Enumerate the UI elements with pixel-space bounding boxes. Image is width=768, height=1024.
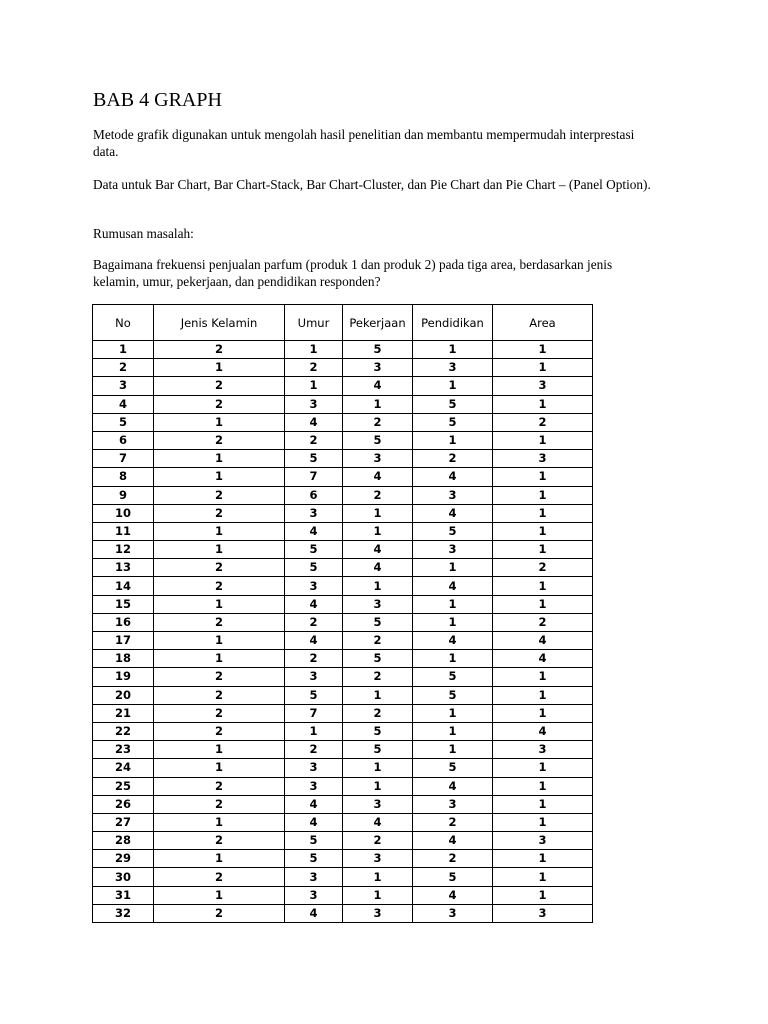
table-cell: 1	[154, 813, 285, 831]
table-cell: 19	[93, 668, 154, 686]
table-cell: 1	[154, 413, 285, 431]
table-cell: 4	[343, 377, 413, 395]
table-cell: 1	[493, 395, 593, 413]
table-cell: 26	[93, 795, 154, 813]
table-row	[93, 522, 593, 540]
table-row	[93, 395, 593, 413]
table-cell: 2	[154, 868, 285, 886]
column-header: Pekerjaan	[343, 305, 413, 341]
table-cell: 3	[343, 450, 413, 468]
table-cell: 3	[413, 359, 493, 377]
table-cell: 1	[493, 522, 593, 540]
table-cell: 1	[343, 395, 413, 413]
column-header: Jenis Kelamin	[154, 305, 285, 341]
table-cell: 2	[413, 813, 493, 831]
table-cell: 5	[285, 686, 343, 704]
table-cell: 1	[493, 704, 593, 722]
table-cell: 3	[285, 395, 343, 413]
table-cell: 4	[413, 632, 493, 650]
table-cell: 3	[493, 450, 593, 468]
table-cell: 1	[493, 868, 593, 886]
column-header: Pendidikan	[413, 305, 493, 341]
table-row	[93, 668, 593, 686]
table-cell: 1	[154, 886, 285, 904]
table-cell: 3	[413, 541, 493, 559]
table-cell: 2	[154, 686, 285, 704]
table-cell: 5	[285, 450, 343, 468]
table-row	[93, 741, 593, 759]
table-cell: 1	[493, 686, 593, 704]
table-cell: 1	[493, 359, 593, 377]
table-cell: 1	[154, 522, 285, 540]
table-cell: 1	[493, 595, 593, 613]
table-cell: 2	[154, 795, 285, 813]
table-cell: 3	[343, 595, 413, 613]
table-row	[93, 904, 593, 922]
table-cell: 1	[413, 613, 493, 631]
table-row	[93, 686, 593, 704]
table-cell: 13	[93, 559, 154, 577]
table-row	[93, 832, 593, 850]
table-row	[93, 704, 593, 722]
table-cell: 1	[154, 468, 285, 486]
table-cell: 4	[413, 504, 493, 522]
table-cell: 5	[413, 668, 493, 686]
table-cell: 1	[93, 341, 154, 359]
table-row	[93, 595, 593, 613]
table-cell: 3	[343, 904, 413, 922]
table-cell: 1	[343, 522, 413, 540]
table-cell: 5	[93, 413, 154, 431]
table-cell: 1	[154, 632, 285, 650]
table-cell: 4	[343, 813, 413, 831]
table-cell: 3	[413, 904, 493, 922]
table-cell: 7	[285, 704, 343, 722]
table-cell: 28	[93, 832, 154, 850]
table-cell: 5	[413, 759, 493, 777]
table-cell: 4	[343, 559, 413, 577]
table-cell: 1	[343, 759, 413, 777]
table-cell: 1	[493, 886, 593, 904]
table-cell: 1	[493, 486, 593, 504]
table-cell: 1	[154, 595, 285, 613]
table-cell: 5	[343, 613, 413, 631]
table-cell: 4	[343, 468, 413, 486]
table-cell: 2	[154, 431, 285, 449]
column-header: No	[93, 305, 154, 341]
table-cell: 1	[285, 341, 343, 359]
table-cell: 22	[93, 722, 154, 740]
table-cell: 1	[413, 431, 493, 449]
table-cell: 5	[285, 559, 343, 577]
table-row	[93, 559, 593, 577]
table-cell: 7	[285, 468, 343, 486]
table-cell: 31	[93, 886, 154, 904]
table-cell: 2	[154, 668, 285, 686]
table-cell: 1	[493, 577, 593, 595]
table-cell: 2	[343, 632, 413, 650]
table-cell: 2	[343, 413, 413, 431]
table-cell: 1	[493, 431, 593, 449]
table-row	[93, 541, 593, 559]
table-row	[93, 468, 593, 486]
table-cell: 5	[413, 686, 493, 704]
table-cell: 1	[413, 595, 493, 613]
table-cell: 2	[154, 832, 285, 850]
table-row	[93, 486, 593, 504]
table-cell: 1	[493, 850, 593, 868]
page-title: BAB 4 GRAPH	[93, 89, 222, 111]
table-cell: 4	[285, 522, 343, 540]
table-cell: 1	[493, 504, 593, 522]
table-cell: 32	[93, 904, 154, 922]
table-cell: 11	[93, 522, 154, 540]
table-row	[93, 450, 593, 468]
table-row	[93, 759, 593, 777]
table-cell: 1	[413, 377, 493, 395]
table-cell: 2	[493, 559, 593, 577]
table-cell: 2	[154, 613, 285, 631]
table-cell: 4	[343, 541, 413, 559]
table-cell: 4	[493, 722, 593, 740]
table-cell: 4	[285, 813, 343, 831]
table-cell: 1	[343, 886, 413, 904]
table-cell: 2	[413, 850, 493, 868]
table-cell: 1	[343, 777, 413, 795]
table-cell: 3	[285, 668, 343, 686]
table-cell: 3	[493, 741, 593, 759]
table-cell: 3	[413, 486, 493, 504]
table-cell: 1	[413, 722, 493, 740]
table-cell: 7	[93, 450, 154, 468]
table-row	[93, 613, 593, 631]
table-cell: 1	[154, 759, 285, 777]
table-cell: 3	[285, 504, 343, 522]
table-cell: 1	[343, 504, 413, 522]
table-cell: 2	[154, 559, 285, 577]
table-row	[93, 377, 593, 395]
table-cell: 27	[93, 813, 154, 831]
table-cell: 5	[343, 650, 413, 668]
table-cell: 10	[93, 504, 154, 522]
table-cell: 1	[343, 577, 413, 595]
table-cell: 1	[154, 450, 285, 468]
table-cell: 1	[154, 650, 285, 668]
table-cell: 3	[493, 904, 593, 922]
column-header: Area	[493, 305, 593, 341]
table-cell: 3	[285, 577, 343, 595]
table-row	[93, 850, 593, 868]
table-cell: 3	[343, 850, 413, 868]
data-description-paragraph: Data untuk Bar Chart, Bar Chart-Stack, Bar Chart-Cluster, dan Pie Chart dan Pie Chart – (Panel Option).	[93, 177, 651, 192]
table-cell: 3	[285, 777, 343, 795]
table-cell: 18	[93, 650, 154, 668]
table-cell: 5	[343, 431, 413, 449]
table-row	[93, 795, 593, 813]
table-cell: 4	[493, 632, 593, 650]
table-row	[93, 577, 593, 595]
table-cell: 5	[343, 722, 413, 740]
table-cell: 2	[154, 377, 285, 395]
table-cell: 1	[154, 741, 285, 759]
table-cell: 30	[93, 868, 154, 886]
table-cell: 29	[93, 850, 154, 868]
table-header-row	[93, 305, 593, 341]
table-row	[93, 341, 593, 359]
table-cell: 2	[154, 486, 285, 504]
table-cell: 1	[493, 468, 593, 486]
table-cell: 9	[93, 486, 154, 504]
table-cell: 2	[285, 650, 343, 668]
table-cell: 2	[154, 722, 285, 740]
column-header: Umur	[285, 305, 343, 341]
table-cell: 1	[413, 704, 493, 722]
table-cell: 23	[93, 741, 154, 759]
table-cell: 1	[285, 377, 343, 395]
table-cell: 6	[93, 431, 154, 449]
table-cell: 16	[93, 613, 154, 631]
table-cell: 1	[493, 668, 593, 686]
table-cell: 3	[413, 795, 493, 813]
table-cell: 4	[413, 468, 493, 486]
table-cell: 1	[493, 777, 593, 795]
table-cell: 2	[285, 359, 343, 377]
table-row	[93, 813, 593, 831]
table-cell: 1	[154, 359, 285, 377]
table-cell: 1	[493, 759, 593, 777]
table-cell: 2	[285, 613, 343, 631]
table-cell: 3	[343, 795, 413, 813]
table-cell: 2	[343, 668, 413, 686]
table-cell: 4	[93, 395, 154, 413]
table-cell: 4	[285, 904, 343, 922]
intro-paragraph: Metode grafik digunakan untuk mengolah hasil penelitian dan membantu mempermudah interpresta​si data.	[93, 127, 635, 159]
table-cell: 2	[154, 704, 285, 722]
table-row	[93, 777, 593, 795]
research-question: Bagaimana frekuensi penjualan parfum (produk 1 dan produk 2) pada tiga area, berdasarkan jenis kelamin, umur, pekerjaan, dan pendidikan responden?	[93, 257, 613, 289]
table-row	[93, 359, 593, 377]
table-cell: 1	[154, 541, 285, 559]
table-row	[93, 504, 593, 522]
table-cell: 5	[343, 741, 413, 759]
table-cell: 4	[413, 777, 493, 795]
table-cell: 2	[493, 413, 593, 431]
table-row	[93, 413, 593, 431]
table-cell: 1	[493, 541, 593, 559]
table-cell: 2	[154, 577, 285, 595]
table-cell: 5	[285, 832, 343, 850]
table-cell: 2	[154, 341, 285, 359]
table-cell: 2	[154, 504, 285, 522]
table-cell: 1	[413, 650, 493, 668]
table-cell: 3	[285, 759, 343, 777]
table-cell: 4	[413, 832, 493, 850]
table-cell: 1	[493, 813, 593, 831]
table-cell: 4	[413, 577, 493, 595]
table-cell: 3	[93, 377, 154, 395]
table-cell: 3	[285, 868, 343, 886]
table-cell: 2	[493, 613, 593, 631]
table-cell: 4	[285, 632, 343, 650]
table-cell: 6	[285, 486, 343, 504]
table-cell: 5	[285, 541, 343, 559]
table-cell: 4	[413, 886, 493, 904]
table-cell: 2	[413, 450, 493, 468]
table-body	[93, 341, 593, 923]
problem-label: Rumusan masalah:	[93, 226, 194, 241]
table-cell: 3	[493, 377, 593, 395]
table-cell: 12	[93, 541, 154, 559]
table-cell: 1	[493, 795, 593, 813]
table-cell: 5	[413, 413, 493, 431]
table-cell: 17	[93, 632, 154, 650]
table-cell: 3	[285, 886, 343, 904]
table-cell: 1	[413, 341, 493, 359]
table-row	[93, 722, 593, 740]
table-cell: 4	[493, 650, 593, 668]
table-cell: 2	[285, 431, 343, 449]
table-cell: 21	[93, 704, 154, 722]
table-cell: 1	[343, 686, 413, 704]
table-cell: 2	[285, 741, 343, 759]
table-cell: 3	[343, 359, 413, 377]
table-cell: 5	[413, 522, 493, 540]
table-cell: 15	[93, 595, 154, 613]
table-cell: 20	[93, 686, 154, 704]
table-cell: 2	[343, 704, 413, 722]
table-row	[93, 632, 593, 650]
table-row	[93, 431, 593, 449]
table-cell: 5	[343, 341, 413, 359]
table-cell: 4	[285, 413, 343, 431]
table-cell: 2	[154, 904, 285, 922]
table-cell: 1	[413, 741, 493, 759]
table-cell: 2	[343, 832, 413, 850]
table-cell: 1	[285, 722, 343, 740]
table-cell: 1	[343, 868, 413, 886]
table-cell: 2	[154, 777, 285, 795]
table-row	[93, 650, 593, 668]
table-cell: 1	[154, 850, 285, 868]
table-cell: 14	[93, 577, 154, 595]
data-table	[92, 304, 593, 923]
table-cell: 2	[343, 486, 413, 504]
table-row	[93, 886, 593, 904]
table-cell: 1	[493, 341, 593, 359]
table-cell: 4	[285, 595, 343, 613]
table-cell: 3	[493, 832, 593, 850]
table-cell: 5	[285, 850, 343, 868]
table-cell: 1	[413, 559, 493, 577]
table-cell: 2	[154, 395, 285, 413]
table-cell: 5	[413, 868, 493, 886]
table-cell: 5	[413, 395, 493, 413]
table-cell: 8	[93, 468, 154, 486]
table-cell: 24	[93, 759, 154, 777]
table-cell: 4	[285, 795, 343, 813]
table-row	[93, 868, 593, 886]
table-cell: 25	[93, 777, 154, 795]
table-cell: 2	[93, 359, 154, 377]
